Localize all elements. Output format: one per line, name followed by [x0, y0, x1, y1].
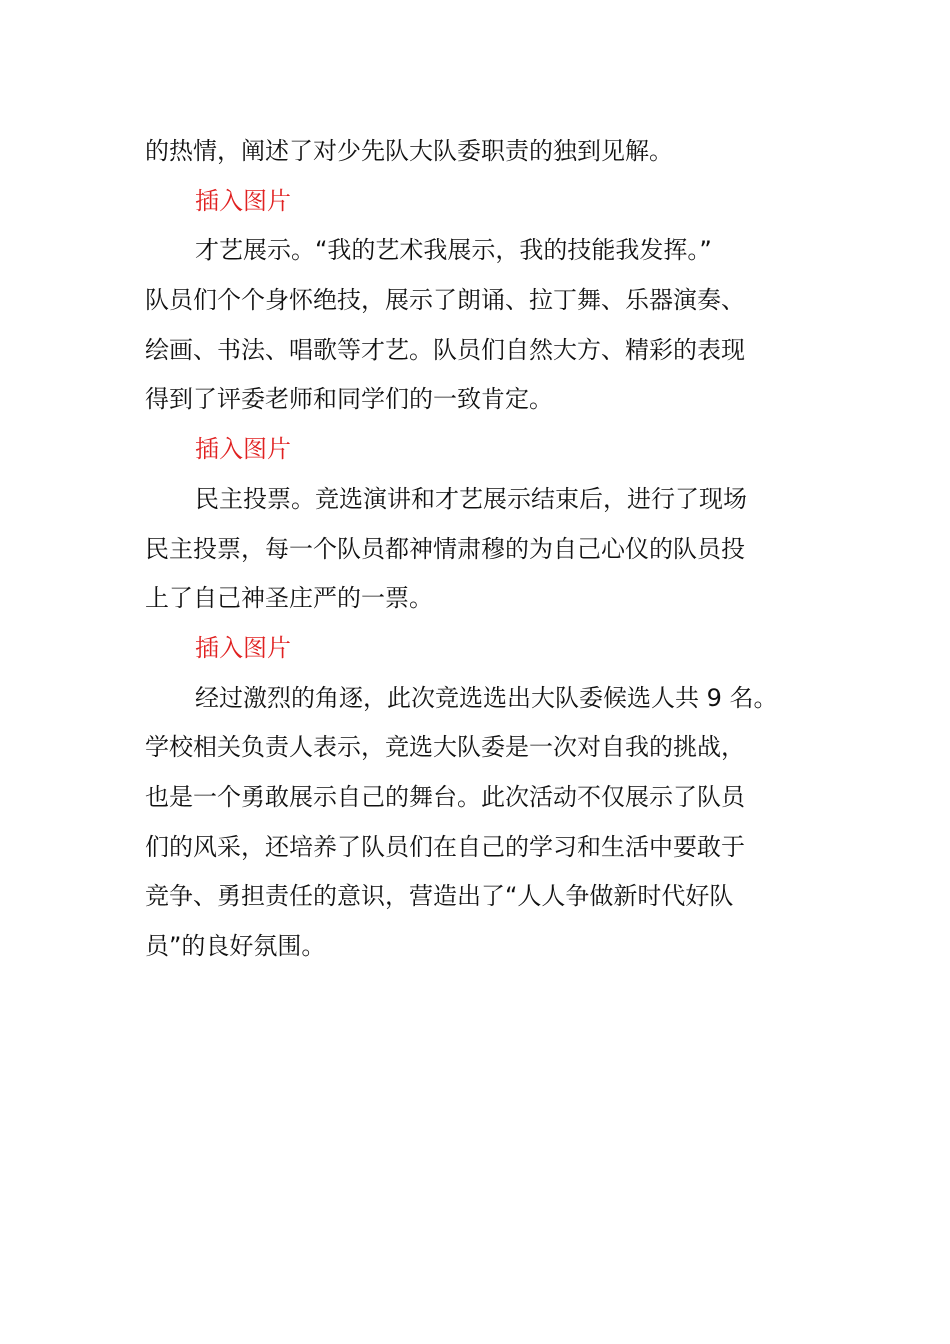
text-line: 们的风采，还培养了队员们在自己的学习和生活中要敢于: [145, 832, 745, 861]
text-line: 也是一个勇敢展示自己的舞台。此次活动不仅展示了队员: [145, 782, 745, 811]
text-line: 绘画、书法、唱歌等才艺。队员们自然大方、精彩的表现: [145, 335, 745, 364]
text-line: 上了自己神圣庄严的一票。: [145, 584, 433, 613]
image-placeholder-label: 插入图片: [195, 435, 291, 464]
text-line: 民主投票。竞选演讲和才艺展示结束后，进行了现场: [195, 484, 747, 513]
text-line: 经过激烈的角逐，此次竞选选出大队委候选人共 9 名。: [195, 683, 778, 712]
text-line: 员”的良好氛围。: [145, 932, 326, 960]
image-placeholder-label: 插入图片: [195, 633, 291, 662]
document-body: [145, 127, 835, 972]
text-line: 队员们个个身怀绝技，展示了朗诵、拉丁舞、乐器演奏、: [145, 286, 745, 315]
text-line: 民主投票，每一个队员都神情肃穆的为自己心仪的队员投: [145, 534, 745, 563]
text-line: 的热情，阐述了对少先队大队委职责的独到见解。: [145, 137, 673, 165]
image-placeholder-label: 插入图片: [195, 186, 291, 215]
text-line: 学校相关负责人表示，竞选大队委是一次对自我的挑战，: [145, 733, 745, 762]
text-line: 竞争、勇担责任的意识，营造出了“人人争做新时代好队: [145, 882, 734, 911]
text-line: 才艺展示。“我的艺术我展示，我的技能我发挥。”: [195, 236, 712, 265]
text-line: 得到了评委老师和同学们的一致肯定。: [145, 385, 553, 414]
